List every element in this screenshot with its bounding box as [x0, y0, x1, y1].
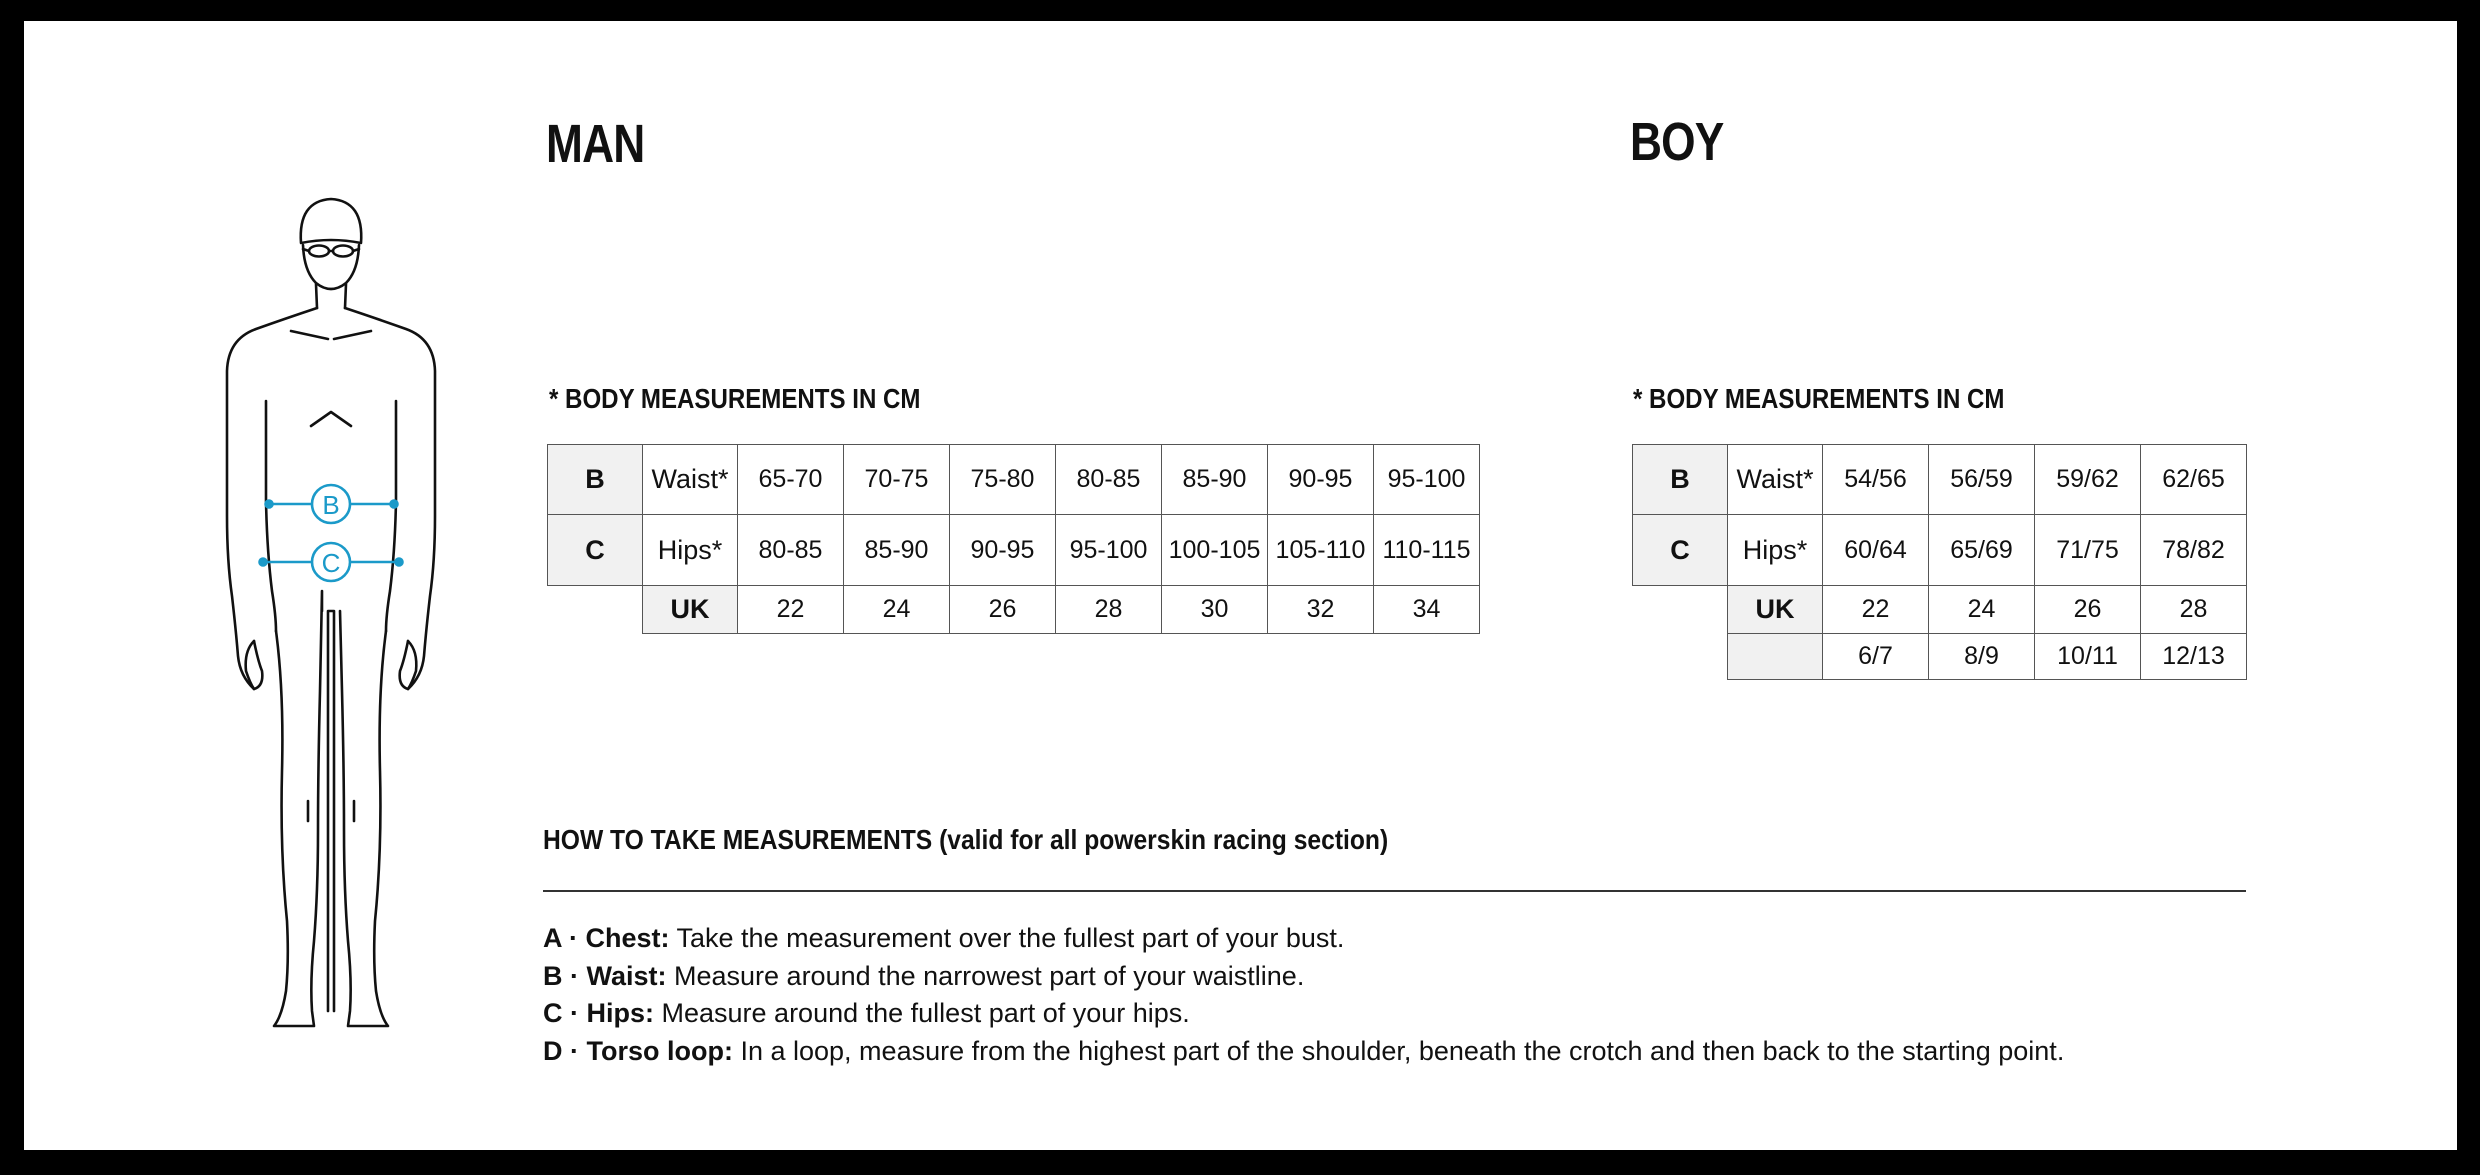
boy-age-cell: 6/7	[1823, 634, 1929, 680]
man-uk-label: UK	[643, 586, 738, 634]
man-hips-cell: 80-85	[738, 515, 844, 586]
boy-waist-label: Waist*	[1728, 445, 1823, 515]
man-subtitle: * BODY MEASUREMENTS IN CM	[549, 383, 921, 414]
boy-age-cell: 8/9	[1929, 634, 2035, 680]
boy-uk-cell: 26	[2035, 586, 2141, 634]
boy-waist-cell: 54/56	[1823, 445, 1929, 515]
boy-uk-cell: 24	[1929, 586, 2035, 634]
boy-waist-cell: 62/65	[2141, 445, 2247, 515]
man-waist-label: Waist*	[643, 445, 738, 515]
man-hips-cell: 110-115	[1374, 515, 1480, 586]
man-uk-cell: 26	[950, 586, 1056, 634]
boy-title: BOY	[1630, 112, 1724, 172]
man-waist-cell: 85-90	[1162, 445, 1268, 515]
instruction-lead: A · Chest:	[543, 923, 670, 953]
man-uk-cell: 22	[738, 586, 844, 634]
list-item	[543, 958, 2064, 996]
man-hips-cell: 95-100	[1056, 515, 1162, 586]
man-uk-cell: 34	[1374, 586, 1480, 634]
man-uk-cell: 28	[1056, 586, 1162, 634]
man-hips-cell: 90-95	[950, 515, 1056, 586]
boy-hips-cell: 71/75	[2035, 515, 2141, 586]
instruction-lead: B · Waist:	[543, 960, 667, 991]
man-uk-cell: 30	[1162, 586, 1268, 634]
boy-uk-cell: 28	[2141, 586, 2247, 634]
instruction-text: Measure around the fullest part of your hips.	[654, 998, 1190, 1028]
man-hips-key: C	[548, 515, 643, 586]
man-hips-row	[548, 515, 1480, 586]
boy-hips-cell: 60/64	[1823, 515, 1929, 586]
man-waist-cell: 90-95	[1268, 445, 1374, 515]
boy-hips-key: C	[1633, 515, 1728, 586]
man-waist-row	[548, 445, 1480, 515]
man-hips-cell: 100-105	[1162, 515, 1268, 586]
goggle-left	[309, 246, 329, 257]
man-size-table	[547, 444, 1480, 634]
boy-waist-key: B	[1633, 445, 1728, 515]
man-waist-cell: 80-85	[1056, 445, 1162, 515]
boy-age-cell: 12/13	[2141, 634, 2247, 680]
instruction-text: Take the measurement over the fullest part of your bust.	[669, 923, 1345, 953]
boy-uk-cell: 22	[1823, 586, 1929, 634]
instruction-text: In a loop, measure from the highest part of the shoulder, beneath the crotch and then back to the starting point.	[732, 1035, 2065, 1066]
instruction-lead: C · Hips:	[543, 998, 654, 1028]
man-waist-cell: 75-80	[950, 445, 1056, 515]
man-waist-cell: 70-75	[844, 445, 950, 515]
how-to-title: HOW TO TAKE MEASUREMENTS (valid for all powerskin racing section)	[543, 824, 1389, 855]
man-title: MAN	[546, 114, 645, 174]
boy-age-row	[1633, 634, 2247, 680]
boy-subtitle: * BODY MEASUREMENTS IN CM	[1633, 383, 2005, 414]
goggle-right	[333, 246, 353, 257]
list-item	[543, 995, 2064, 1033]
boy-age-label-cell	[1728, 634, 1823, 680]
instructions-list	[543, 920, 2064, 1070]
hips-marker-label: C	[321, 548, 341, 578]
size-guide-page	[24, 21, 2457, 1150]
swimmer-figure-icon	[194, 171, 494, 1051]
instruction-text: Measure around the narrowest part of your waistline.	[666, 960, 1305, 991]
man-waist-cell: 65-70	[738, 445, 844, 515]
man-uk-cell: 24	[844, 586, 950, 634]
man-hips-cell: 105-110	[1268, 515, 1374, 586]
boy-hips-cell: 78/82	[2141, 515, 2247, 586]
man-waist-cell: 95-100	[1374, 445, 1480, 515]
boy-uk-row	[1633, 586, 2247, 634]
swim-cap	[301, 199, 362, 243]
boy-waist-row	[1633, 445, 2247, 515]
man-hips-label: Hips*	[643, 515, 738, 586]
boy-hips-row	[1633, 515, 2247, 586]
waist-marker-label: B	[322, 490, 340, 520]
boy-hips-label: Hips*	[1728, 515, 1823, 586]
man-hips-cell: 85-90	[844, 515, 950, 586]
divider	[543, 890, 2246, 892]
man-waist-key: B	[548, 445, 643, 515]
boy-hips-cell: 65/69	[1929, 515, 2035, 586]
man-uk-row	[548, 586, 1480, 634]
list-item	[543, 920, 2064, 958]
boy-uk-label: UK	[1728, 586, 1823, 634]
boy-age-cell: 10/11	[2035, 634, 2141, 680]
instruction-lead: D · Torso loop:	[543, 1035, 733, 1066]
boy-waist-cell: 56/59	[1929, 445, 2035, 515]
list-item	[543, 1033, 2064, 1071]
boy-size-table	[1632, 444, 2247, 680]
boy-waist-cell: 59/62	[2035, 445, 2141, 515]
man-uk-cell: 32	[1268, 586, 1374, 634]
